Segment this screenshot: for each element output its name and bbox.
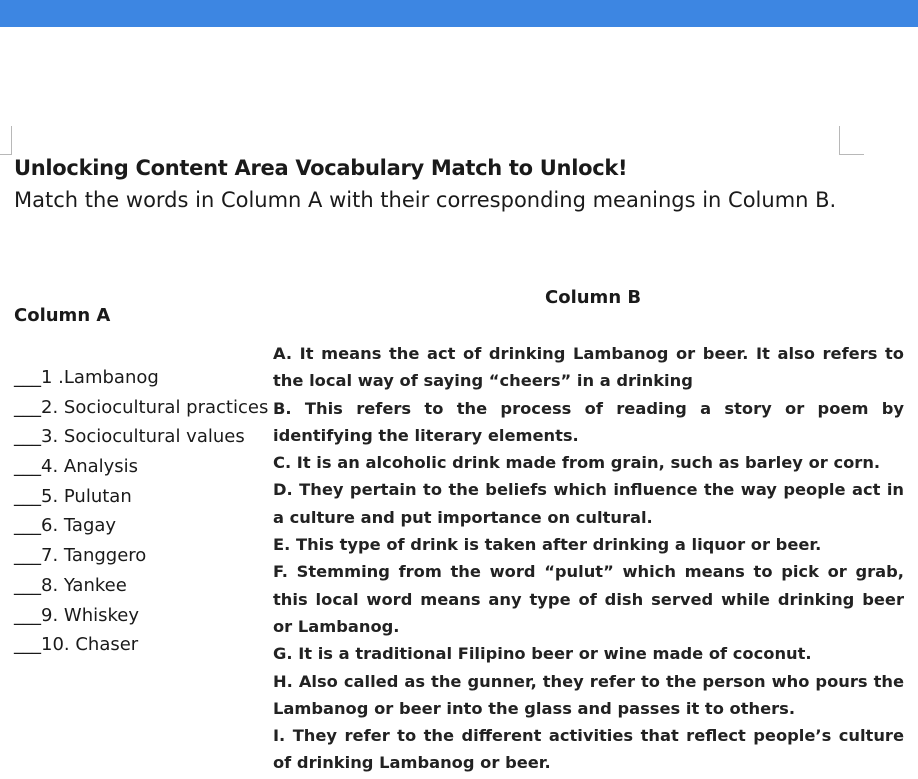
column-a-list <box>14 364 268 661</box>
top-toolbar-bar <box>0 0 918 27</box>
column-b-item: H. Also called as the gunner, they refer to the person who pours the Lambanog or beer into the glass and passes it to others. <box>273 671 904 718</box>
column-a-item: ___6. Tagay <box>14 515 117 537</box>
column-a-item: ___1 .Lambanog <box>14 367 159 388</box>
column-b-item: B. This refers to the process of reading a story or poem by identifying the literary elements. <box>273 398 904 445</box>
column-b-item: C. It is an alcoholic drink made from grain, such as barley or corn. <box>273 453 881 473</box>
instructions-text: Match the words in Column A with their corresponding meanings in Column B. <box>14 188 837 212</box>
column-b-item: A. It means the act of drinking Lambanog or beer. It also refers to the local way of saying “cheers” in a drinking <box>273 344 904 391</box>
page-margin-corner-right <box>839 126 864 155</box>
column-a-header: Column A <box>14 305 111 326</box>
page-title: Unlocking Content Area Vocabulary Match to Unlock! <box>14 156 628 180</box>
column-b-header: Column B <box>545 287 642 308</box>
column-b-item: I. They refer to the different activities that reflect people’s culture of drinking Lambanog or beer. <box>273 726 904 773</box>
column-a-item: ___3. Sociocultural values <box>14 426 245 448</box>
column-a-item: ___4. Analysis <box>14 456 139 478</box>
column-b-list <box>273 340 904 777</box>
column-b-item: G. It is a traditional Filipino beer or wine made of coconut. <box>273 644 812 664</box>
column-a-item: ___2. Sociocultural practices <box>14 396 269 418</box>
column-b-item: F. Stemming from the word “pulut” which means to pick or grab, this local word means any type of dish served while drinking beer or Lambanog. <box>273 562 904 636</box>
column-a-item: ___5. Pulutan <box>14 485 132 507</box>
column-a-item: ___7. Tanggero <box>14 545 147 567</box>
column-a-item: ___9. Whiskey <box>14 604 139 626</box>
column-b-item: E. This type of drink is taken after drinking a liquor or beer. <box>273 535 822 555</box>
page-margin-corner-left <box>0 126 12 155</box>
column-a-item: ___10. Chaser <box>14 634 139 656</box>
column-b-item: D. They pertain to the beliefs which influence the way people act in a culture and put importance on cultural. <box>273 480 904 527</box>
column-a-item: ___8. Yankee <box>14 574 127 596</box>
